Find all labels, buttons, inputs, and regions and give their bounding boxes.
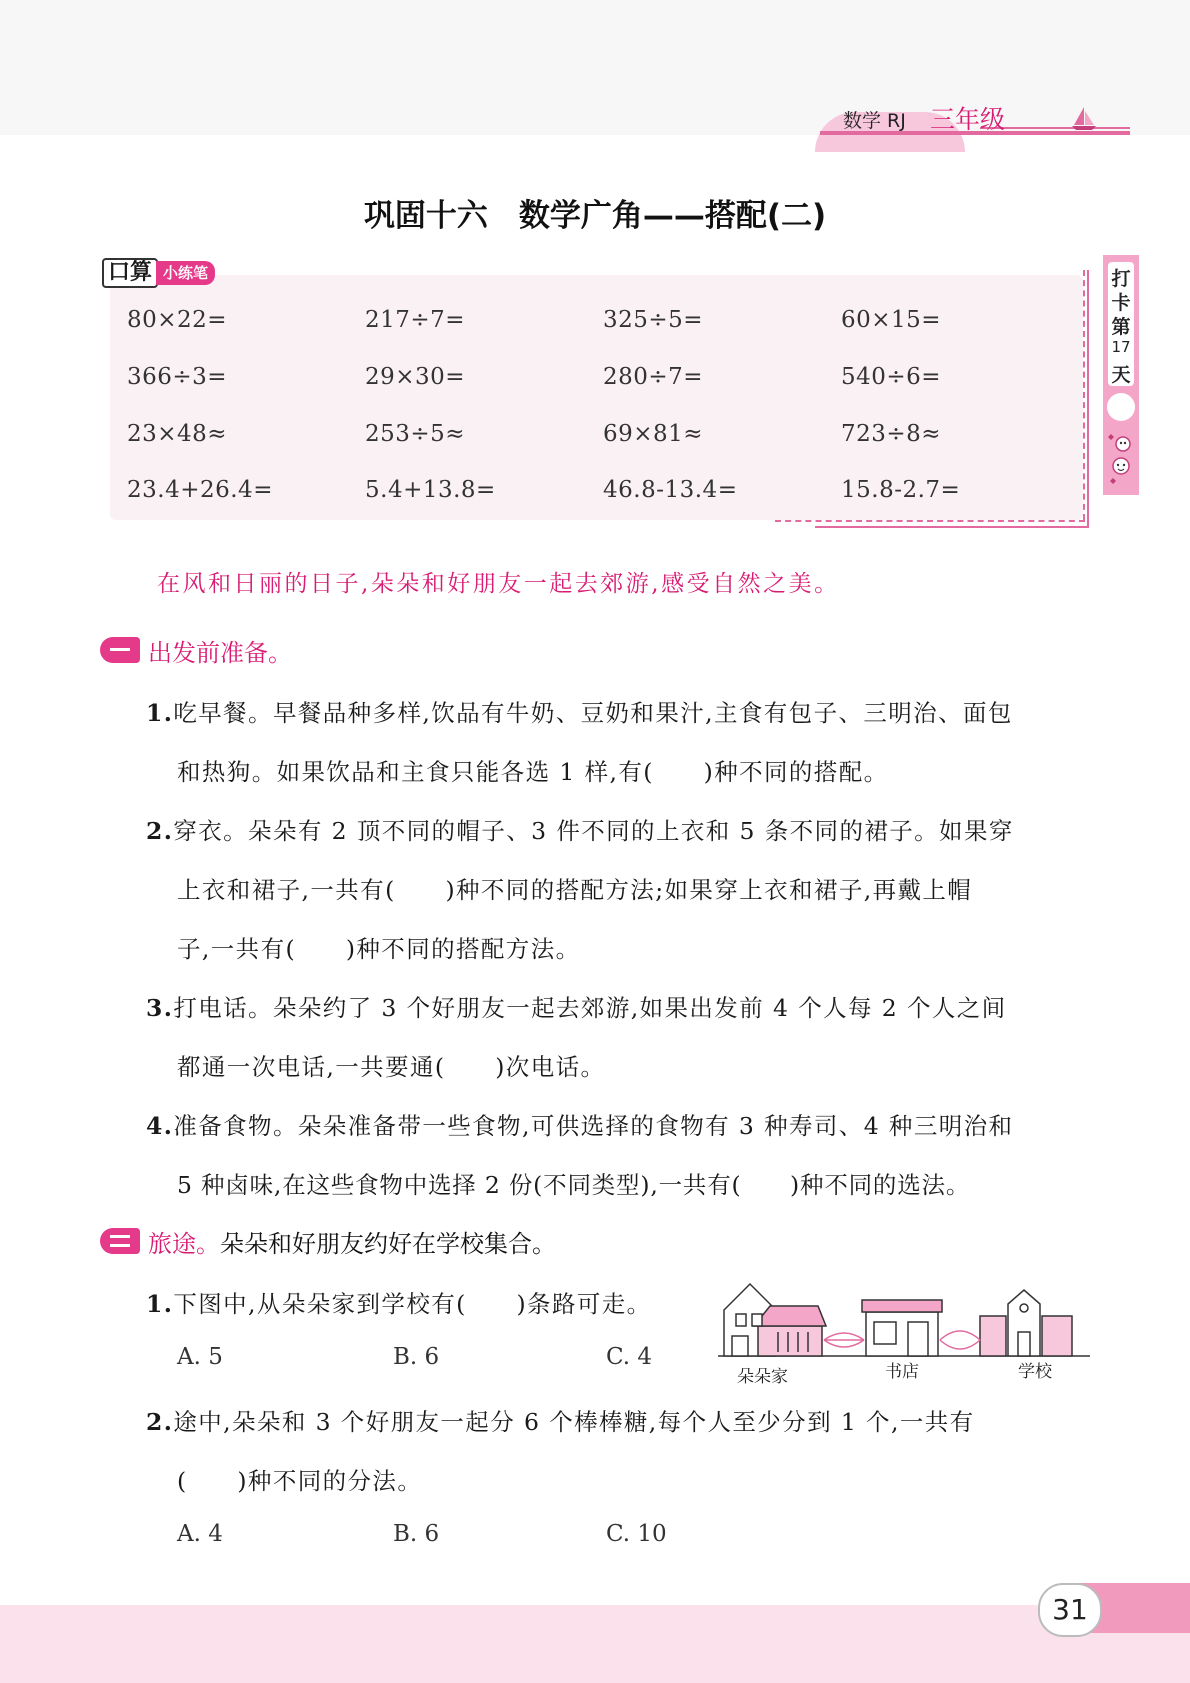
calc-item: 29×30= [365, 364, 466, 390]
box-border [1087, 270, 1089, 528]
mental-math-label: 口算 [102, 258, 158, 288]
option-c: C. 10 [606, 1521, 667, 1547]
question-text: 准备食物。朵朵准备带一些食物,可供选择的食物有 3 种寿司、4 种三明治和 [173, 1112, 1014, 1140]
calc-item: 217÷7= [365, 307, 466, 333]
question-line: 和热狗。如果饮品和主食只能各选 1 样,有( )种不同的搭配。 [177, 758, 889, 786]
calc-item: 23.4+26.4= [127, 477, 273, 503]
house-icon [724, 1284, 826, 1356]
question-line: 子,一共有( )种不同的搭配方法。 [177, 935, 581, 963]
option-c: C. 4 [606, 1344, 653, 1370]
calc-item: 325÷5= [603, 307, 704, 333]
question-number: 4. [146, 1112, 174, 1140]
map-label-home: 朵朵家 [737, 1367, 788, 1387]
question-line [146, 1403, 975, 1437]
calc-item: 46.8-13.4= [603, 477, 738, 503]
section-title-text: 出发前准备。 [148, 639, 292, 667]
checkin-char: 第 [1111, 316, 1131, 338]
checkin-char: 天 [1111, 364, 1131, 386]
option-b: B. 6 [393, 1521, 440, 1547]
school-icon [980, 1290, 1072, 1356]
option-a: A. 5 [177, 1344, 223, 1370]
question-text: 吃早餐。早餐品种多样,饮品有牛奶、豆奶和果汁,主食有包子、三明治、面包 [173, 699, 1013, 727]
question-number: 2. [146, 817, 174, 845]
calc-item: 60×15= [841, 307, 942, 333]
option-b: B. 6 [393, 1344, 440, 1370]
bookstore-icon [862, 1300, 942, 1356]
page-number: 31 [1038, 1583, 1102, 1637]
question-line: 上衣和裙子,一共有( )种不同的搭配方法;如果穿上衣和裙子,再戴上帽 [177, 876, 973, 904]
box-border [775, 520, 1085, 522]
calc-item: 69×81≈ [603, 421, 704, 447]
question-number: 2. [146, 1408, 174, 1436]
header-subject: 数学 RJ [843, 110, 906, 132]
mental-math-tag [102, 258, 215, 288]
checkin-day: 17 [1111, 338, 1131, 356]
section-title-text: 朵朵和好朋友约好在学校集合。 [220, 1230, 556, 1258]
header-band [0, 0, 1190, 135]
header-grade: 三年级 [930, 105, 1006, 134]
calc-item: 15.8-2.7= [841, 477, 961, 503]
box-border [815, 526, 1087, 528]
cartoon-face-icon [1107, 428, 1135, 488]
calc-item: 366÷3= [127, 364, 228, 390]
question-line [146, 1107, 1013, 1141]
question-line [146, 694, 1013, 728]
question-line: 5 种卤味,在这些食物中选择 2 份(不同类型),一共有( )种不同的选法。 [177, 1171, 971, 1199]
box-border [1083, 270, 1085, 520]
map-label-school: 学校 [1018, 1362, 1052, 1382]
mental-math-sublabel: 小练笔 [156, 261, 215, 285]
checkin-circle [1107, 393, 1135, 421]
checkin-char: 打 [1111, 268, 1131, 290]
question-text: 下图中,从朵朵家到学校有( )条路可走。 [173, 1290, 652, 1318]
question-number: 1. [146, 1290, 174, 1318]
section-badge-2 [100, 1228, 140, 1254]
section-title-text: 旅途。 [148, 1230, 220, 1258]
calc-item: 5.4+13.8= [365, 477, 496, 503]
question-text: 穿衣。朵朵有 2 顶不同的帽子、3 件不同的上衣和 5 条不同的裙子。如果穿 [173, 817, 1014, 845]
intro-text: 在风和日丽的日子,朵朵和好朋友一起去郊游,感受自然之美。 [157, 571, 840, 597]
question-number: 1. [146, 699, 174, 727]
calc-item: 253÷5≈ [365, 421, 466, 447]
section-title-1 [148, 633, 292, 668]
footer-band [0, 1605, 1190, 1683]
question-text: 途中,朵朵和 3 个好朋友一起分 6 个棒棒糖,每个人至少分到 1 个,一共有 [173, 1408, 975, 1436]
question-number: 3. [146, 994, 174, 1022]
question-line [146, 812, 1014, 846]
option-a: A. 4 [177, 1521, 223, 1547]
section-badge-1 [100, 637, 140, 663]
calc-item: 80×22= [127, 307, 228, 333]
question-line: ( )种不同的分法。 [177, 1467, 423, 1495]
sailboat-icon [1070, 105, 1098, 131]
calc-item: 280÷7= [603, 364, 704, 390]
question-line [146, 989, 1007, 1023]
section-title-2 [148, 1224, 556, 1259]
calc-item: 540÷6= [841, 364, 942, 390]
map-label-bookstore: 书店 [885, 1362, 919, 1382]
question-line [146, 1285, 652, 1319]
calc-item: 723÷8≈ [841, 421, 942, 447]
checkin-char: 卡 [1111, 292, 1131, 314]
page-title: 巩固十六 数学广角——搭配(二) [363, 198, 827, 234]
question-text: 打电话。朵朵约了 3 个好朋友一起去郊游,如果出发前 4 个人每 2 个人之间 [173, 994, 1007, 1022]
calc-item: 23×48≈ [127, 421, 228, 447]
question-line: 都通一次电话,一共要通( )次电话。 [177, 1053, 606, 1081]
